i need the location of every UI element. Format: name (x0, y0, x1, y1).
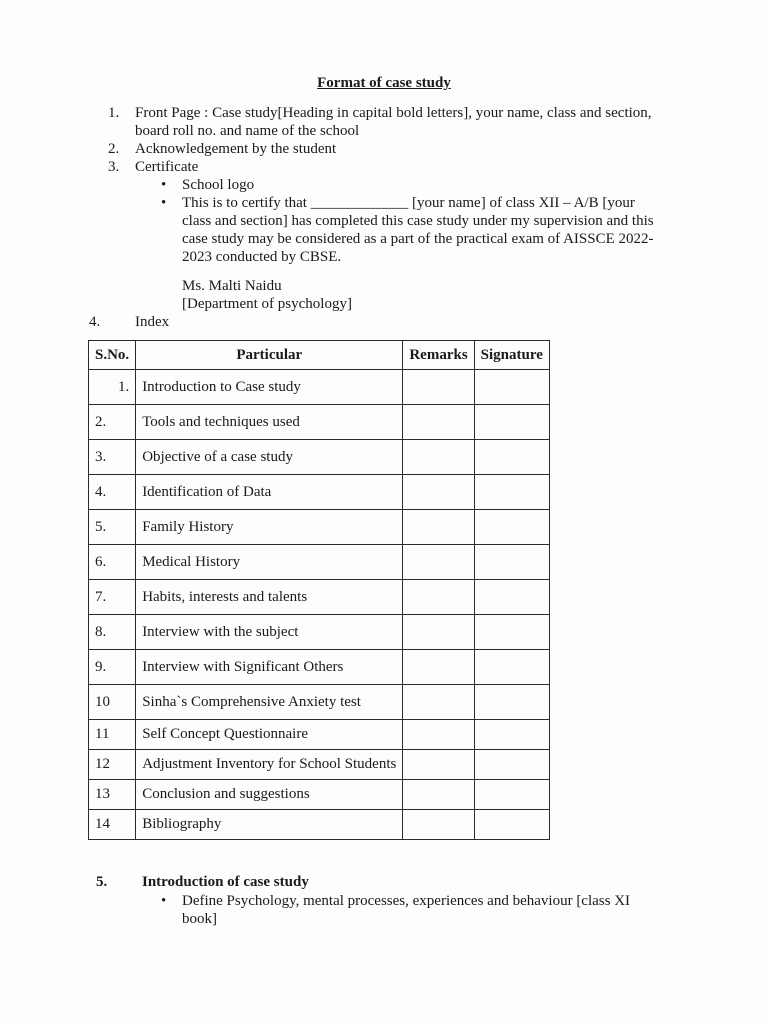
row-particular: Interview with the subject (136, 615, 403, 650)
table-row (89, 650, 550, 685)
document-title: Format of case study (317, 75, 451, 91)
row-sno: 13 (89, 780, 136, 810)
row-remarks-cell (403, 475, 474, 510)
table-row (89, 405, 550, 440)
bullet-text-line: case study may be considered as a part of the practical exam of AISSCE 2022- (182, 231, 654, 247)
row-signature-cell (474, 780, 549, 810)
index-number: 4. (89, 314, 101, 330)
row-sno: 12 (89, 750, 136, 780)
row-signature-cell (474, 750, 549, 780)
section-title: Introduction of case study (142, 874, 309, 890)
list-number: 1. (108, 105, 120, 121)
row-remarks-cell (403, 780, 474, 810)
row-sno: 7. (89, 580, 136, 615)
list-number: 2. (108, 141, 120, 157)
signatory-department: [Department of psychology] (182, 296, 352, 312)
row-sno: 8. (89, 615, 136, 650)
bullet-text-line: Define Psychology, mental processes, experiences and behaviour [class XI (182, 893, 631, 909)
bullet-text-line: book] (182, 911, 217, 927)
row-particular: Family History (136, 510, 403, 545)
list-text-line: board roll no. and name of the school (135, 123, 360, 139)
bullet-icon: • (161, 893, 167, 909)
row-signature-cell (474, 440, 549, 475)
row-signature-cell (474, 475, 549, 510)
table-row (89, 545, 550, 580)
table-row (89, 615, 550, 650)
row-remarks-cell (403, 580, 474, 615)
row-sno: 1. (89, 370, 136, 405)
row-signature-cell (474, 370, 549, 405)
bullet-text: School logo (182, 177, 255, 193)
header-particular: Particular (136, 341, 403, 370)
table-row (89, 780, 550, 810)
row-remarks-cell (403, 650, 474, 685)
list-text-line: Certificate (135, 159, 199, 175)
bullet-certificate-text (161, 194, 691, 266)
list-item-certificate (108, 158, 608, 176)
row-particular: Conclusion and suggestions (136, 780, 403, 810)
table-row (89, 510, 550, 545)
section-5-heading (96, 874, 396, 892)
row-particular: Habits, interests and talents (136, 580, 403, 615)
list-text-line: Front Page : Case study[Heading in capital bold letters], your name, class and section, (135, 105, 652, 121)
table-row (89, 580, 550, 615)
row-particular: Introduction to Case study (136, 370, 403, 405)
row-remarks-cell (403, 685, 474, 720)
bullet-text-line: class and section] has completed this case study under my supervision and this (182, 213, 654, 229)
row-remarks-cell (403, 750, 474, 780)
table-row (89, 750, 550, 780)
row-particular: Bibliography (136, 810, 403, 840)
row-signature-cell (474, 720, 549, 750)
table-row (89, 475, 550, 510)
row-signature-cell (474, 650, 549, 685)
row-sno: 5. (89, 510, 136, 545)
table-row (89, 440, 550, 475)
row-remarks-cell (403, 405, 474, 440)
signatory-name: Ms. Malti Naidu (182, 278, 282, 294)
row-signature-cell (474, 510, 549, 545)
bullet-text-line: This is to certify that _____________ [your name] of class XII – A/B [your (182, 195, 635, 211)
row-remarks-cell (403, 545, 474, 580)
row-sno: 10 (89, 685, 136, 720)
table-header-row (89, 341, 550, 370)
row-remarks-cell (403, 810, 474, 840)
row-particular: Identification of Data (136, 475, 403, 510)
bullet-school-logo (161, 176, 681, 194)
row-remarks-cell (403, 720, 474, 750)
index-table (88, 340, 550, 840)
row-sno: 2. (89, 405, 136, 440)
row-remarks-cell (403, 510, 474, 545)
row-signature-cell (474, 545, 549, 580)
row-sno: 11 (89, 720, 136, 750)
header-remarks: Remarks (403, 341, 474, 370)
row-remarks-cell (403, 440, 474, 475)
bullet-text-line: 2023 conducted by CBSE. (182, 249, 342, 265)
row-sno: 4. (89, 475, 136, 510)
bullet-icon: • (161, 195, 167, 211)
list-text-line: Acknowledgement by the student (135, 141, 337, 157)
row-signature-cell (474, 615, 549, 650)
table-row (89, 810, 550, 840)
list-item-front-page (108, 104, 708, 140)
list-number: 3. (108, 159, 120, 175)
row-remarks-cell (403, 370, 474, 405)
table-row (89, 685, 550, 720)
row-signature-cell (474, 810, 549, 840)
row-sno: 9. (89, 650, 136, 685)
row-sno: 6. (89, 545, 136, 580)
row-particular: Medical History (136, 545, 403, 580)
index-heading: Index (135, 314, 170, 330)
table-row (89, 720, 550, 750)
bullet-icon: • (161, 177, 167, 193)
row-signature-cell (474, 405, 549, 440)
row-particular: Adjustment Inventory for School Students (136, 750, 403, 780)
row-sno: 14 (89, 810, 136, 840)
row-remarks-cell (403, 615, 474, 650)
row-particular: Sinha`s Comprehensive Anxiety test (136, 685, 403, 720)
row-signature-cell (474, 685, 549, 720)
table-row (89, 370, 550, 405)
section-number: 5. (96, 874, 108, 890)
row-particular: Self Concept Questionnaire (136, 720, 403, 750)
bullet-define-psychology (161, 892, 681, 928)
row-sno: 3. (89, 440, 136, 475)
header-sno: S.No. (89, 341, 136, 370)
list-item-acknowledgement (108, 140, 608, 158)
row-signature-cell (474, 580, 549, 615)
header-signature: Signature (474, 341, 549, 370)
row-particular: Tools and techniques used (136, 405, 403, 440)
row-particular: Interview with Significant Others (136, 650, 403, 685)
row-particular: Objective of a case study (136, 440, 403, 475)
